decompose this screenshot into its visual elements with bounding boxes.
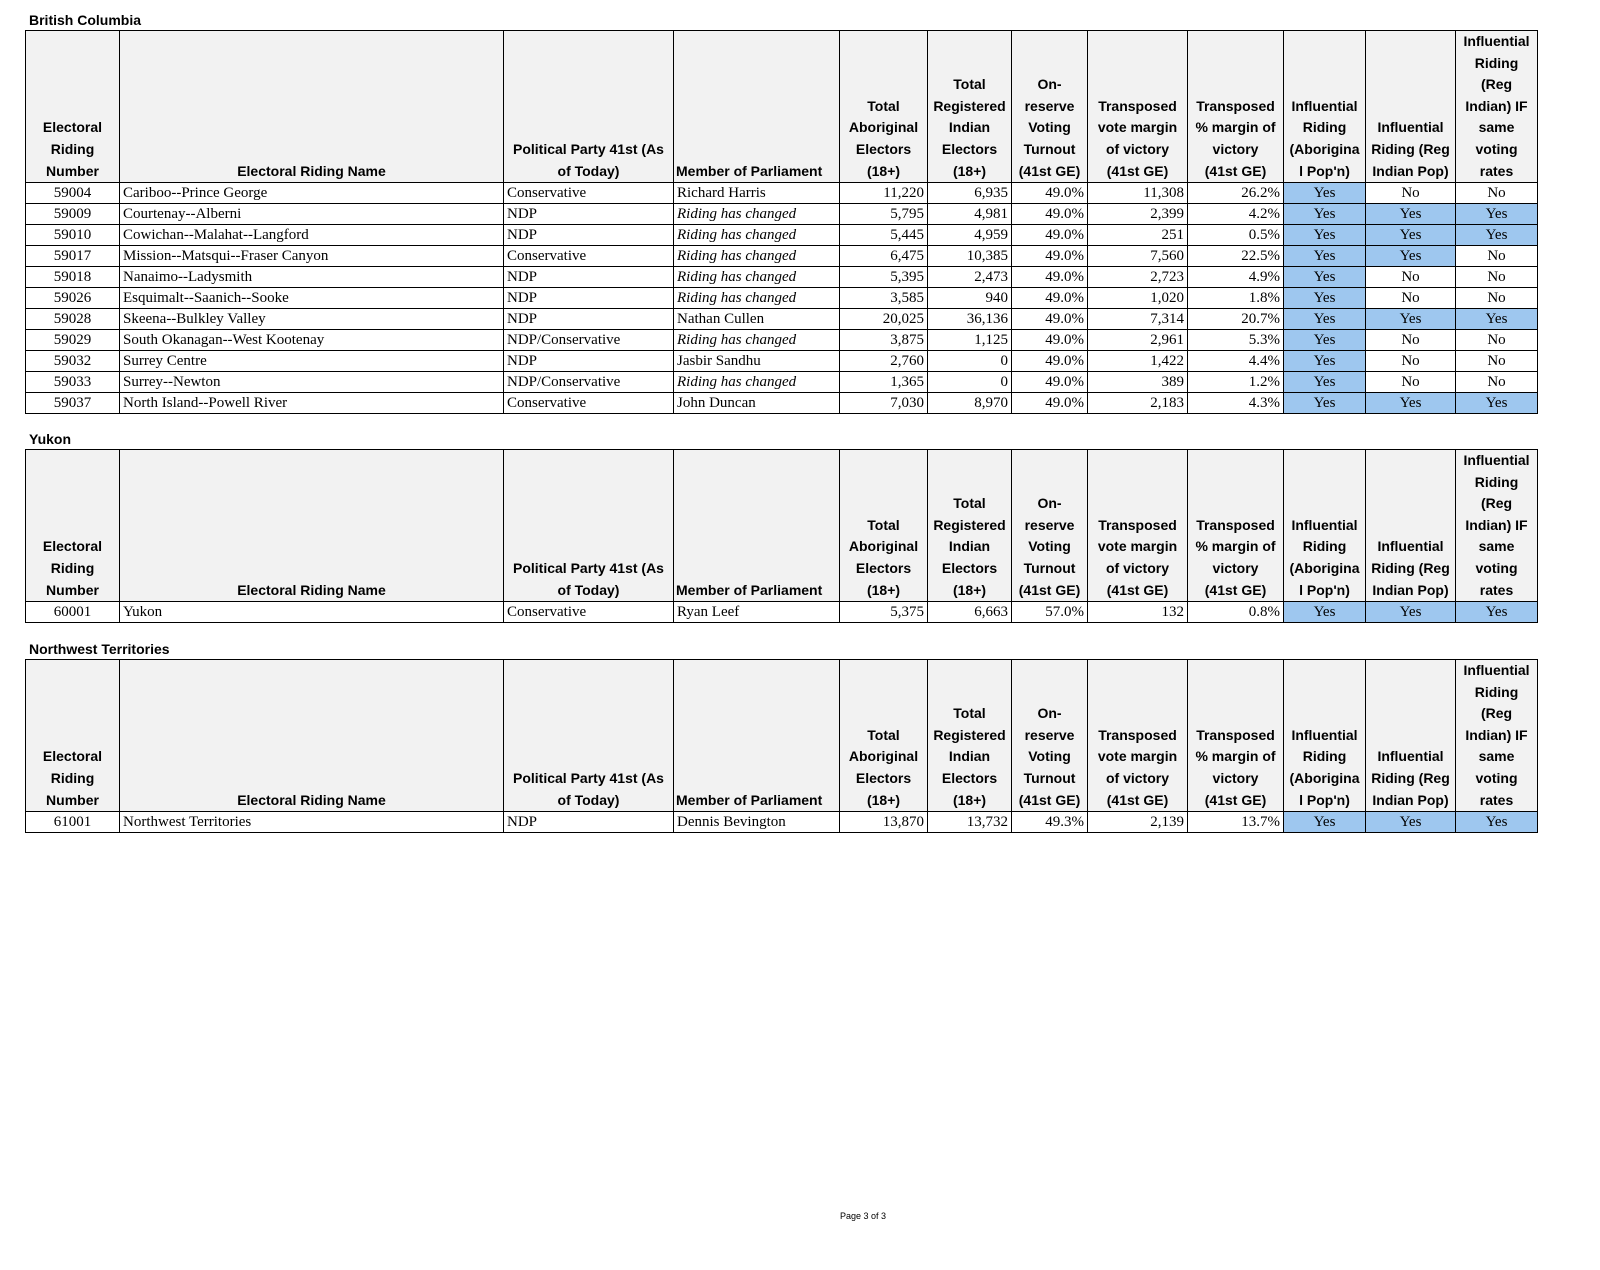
- header-row: [26, 660, 1538, 812]
- influential-if-same-rates-cell: Yes: [1456, 602, 1538, 623]
- party-cell: Conservative: [504, 393, 674, 414]
- col-influential-aboriginal-header: Influential Riding (Aborigina l Pop'n): [1284, 660, 1366, 812]
- table-row: [26, 183, 1538, 204]
- party-cell: NDP: [504, 225, 674, 246]
- influential-reg-indian-cell: Yes: [1366, 225, 1456, 246]
- table-row: [26, 351, 1538, 372]
- col-mp-header: Member of Parliament: [674, 660, 840, 812]
- table-row: [26, 602, 1538, 623]
- influential-reg-indian-cell: Yes: [1366, 393, 1456, 414]
- percent-margin-cell: 0.8%: [1188, 602, 1284, 623]
- influential-if-same-rates-cell: No: [1456, 246, 1538, 267]
- influential-if-same-rates-cell: Yes: [1456, 393, 1538, 414]
- vote-margin-cell: 7,560: [1088, 246, 1188, 267]
- vote-margin-cell: 2,183: [1088, 393, 1188, 414]
- voting-turnout-cell: 49.0%: [1012, 183, 1088, 204]
- influential-aboriginal-cell: Yes: [1284, 351, 1366, 372]
- percent-margin-cell: 4.9%: [1188, 267, 1284, 288]
- col-aboriginal-electors-header: Total Aboriginal Electors (18+): [840, 660, 928, 812]
- vote-margin-cell: 1,422: [1088, 351, 1188, 372]
- registered-indian-electors-cell: 4,959: [928, 225, 1012, 246]
- voting-turnout-cell: 49.0%: [1012, 225, 1088, 246]
- table-row: [26, 309, 1538, 330]
- party-cell: NDP: [504, 204, 674, 225]
- voting-turnout-cell: 57.0%: [1012, 602, 1088, 623]
- col-riding-number-header: Electoral Riding Number: [26, 31, 120, 183]
- party-cell: NDP/Conservative: [504, 330, 674, 351]
- member-of-parliament-cell: Riding has changed: [674, 267, 840, 288]
- member-of-parliament-cell: Riding has changed: [674, 204, 840, 225]
- influential-reg-indian-cell: Yes: [1366, 602, 1456, 623]
- influential-reg-indian-cell: Yes: [1366, 246, 1456, 267]
- member-of-parliament-cell: Nathan Cullen: [674, 309, 840, 330]
- party-cell: NDP/Conservative: [504, 372, 674, 393]
- riding-number-cell: 59026: [26, 288, 120, 309]
- registered-indian-electors-cell: 36,136: [928, 309, 1012, 330]
- aboriginal-electors-cell: 3,875: [840, 330, 928, 351]
- vote-margin-cell: 2,961: [1088, 330, 1188, 351]
- influential-aboriginal-cell: Yes: [1284, 602, 1366, 623]
- table-row: [26, 267, 1538, 288]
- voting-turnout-cell: 49.0%: [1012, 372, 1088, 393]
- registered-indian-electors-cell: 10,385: [928, 246, 1012, 267]
- influential-aboriginal-cell: Yes: [1284, 372, 1366, 393]
- aboriginal-electors-cell: 3,585: [840, 288, 928, 309]
- ridings-table: [25, 449, 1538, 623]
- riding-name-cell: Cowichan--Malahat--Langford: [120, 225, 504, 246]
- aboriginal-electors-cell: 5,395: [840, 267, 928, 288]
- aboriginal-electors-cell: 5,445: [840, 225, 928, 246]
- table-row: [26, 812, 1538, 833]
- influential-if-same-rates-cell: Yes: [1456, 309, 1538, 330]
- col-mp-header: Member of Parliament: [674, 450, 840, 602]
- percent-margin-cell: 1.8%: [1188, 288, 1284, 309]
- party-cell: NDP: [504, 351, 674, 372]
- riding-name-cell: Yukon: [120, 602, 504, 623]
- influential-aboriginal-cell: Yes: [1284, 393, 1366, 414]
- registered-indian-electors-cell: 6,935: [928, 183, 1012, 204]
- influential-if-same-rates-cell: No: [1456, 351, 1538, 372]
- col-aboriginal-electors-header: Total Aboriginal Electors (18+): [840, 31, 928, 183]
- riding-number-cell: 59032: [26, 351, 120, 372]
- col-riding-name-header: Electoral Riding Name: [120, 31, 504, 183]
- riding-number-cell: 59037: [26, 393, 120, 414]
- influential-aboriginal-cell: Yes: [1284, 267, 1366, 288]
- member-of-parliament-cell: Jasbir Sandhu: [674, 351, 840, 372]
- percent-margin-cell: 26.2%: [1188, 183, 1284, 204]
- percent-margin-cell: 20.7%: [1188, 309, 1284, 330]
- col-vote-margin-header: Transposed vote margin of victory (41st GE): [1088, 450, 1188, 602]
- voting-turnout-cell: 49.0%: [1012, 204, 1088, 225]
- influential-if-same-rates-cell: Yes: [1456, 225, 1538, 246]
- registered-indian-electors-cell: 8,970: [928, 393, 1012, 414]
- member-of-parliament-cell: Riding has changed: [674, 372, 840, 393]
- riding-name-cell: Esquimalt--Saanich--Sooke: [120, 288, 504, 309]
- aboriginal-electors-cell: 7,030: [840, 393, 928, 414]
- member-of-parliament-cell: Richard Harris: [674, 183, 840, 204]
- riding-number-cell: 59028: [26, 309, 120, 330]
- aboriginal-electors-cell: 5,795: [840, 204, 928, 225]
- col-aboriginal-electors-header: Total Aboriginal Electors (18+): [840, 450, 928, 602]
- col-influential-reg-indian-header: Influential Riding (Reg Indian Pop): [1366, 450, 1456, 602]
- vote-margin-cell: 2,139: [1088, 812, 1188, 833]
- influential-reg-indian-cell: No: [1366, 330, 1456, 351]
- col-vote-margin-header: Transposed vote margin of victory (41st GE): [1088, 31, 1188, 183]
- vote-margin-cell: 251: [1088, 225, 1188, 246]
- riding-name-cell: Mission--Matsqui--Fraser Canyon: [120, 246, 504, 267]
- percent-margin-cell: 5.3%: [1188, 330, 1284, 351]
- percent-margin-cell: 4.2%: [1188, 204, 1284, 225]
- influential-if-same-rates-cell: No: [1456, 330, 1538, 351]
- col-riding-number-header: Electoral Riding Number: [26, 660, 120, 812]
- riding-name-cell: South Okanagan--West Kootenay: [120, 330, 504, 351]
- table-row: [26, 246, 1538, 267]
- voting-turnout-cell: 49.0%: [1012, 309, 1088, 330]
- section-title: British Columbia: [29, 12, 142, 28]
- member-of-parliament-cell: Riding has changed: [674, 288, 840, 309]
- col-influential-aboriginal-header: Influential Riding (Aborigina l Pop'n): [1284, 31, 1366, 183]
- riding-name-cell: Cariboo--Prince George: [120, 183, 504, 204]
- vote-margin-cell: 7,314: [1088, 309, 1188, 330]
- col-registered-indian-header: Total Registered Indian Electors (18+): [928, 450, 1012, 602]
- table-row: [26, 330, 1538, 351]
- section-title: Northwest Territories: [29, 641, 170, 657]
- member-of-parliament-cell: Riding has changed: [674, 225, 840, 246]
- riding-name-cell: Northwest Territories: [120, 812, 504, 833]
- table-row: [26, 288, 1538, 309]
- party-cell: NDP: [504, 812, 674, 833]
- voting-turnout-cell: 49.0%: [1012, 330, 1088, 351]
- influential-reg-indian-cell: No: [1366, 288, 1456, 309]
- percent-margin-cell: 22.5%: [1188, 246, 1284, 267]
- section-title: Yukon: [29, 431, 72, 447]
- col-turnout-header: On- reserve Voting Turnout (41st GE): [1012, 450, 1088, 602]
- party-cell: Conservative: [504, 602, 674, 623]
- table-row: [26, 393, 1538, 414]
- col-turnout-header: On- reserve Voting Turnout (41st GE): [1012, 31, 1088, 183]
- col-party-header: Political Party 41st (As of Today): [504, 660, 674, 812]
- riding-name-cell: Nanaimo--Ladysmith: [120, 267, 504, 288]
- percent-margin-cell: 0.5%: [1188, 225, 1284, 246]
- influential-if-same-rates-cell: No: [1456, 267, 1538, 288]
- voting-turnout-cell: 49.0%: [1012, 351, 1088, 372]
- col-influential-reg-indian-header: Influential Riding (Reg Indian Pop): [1366, 31, 1456, 183]
- party-cell: Conservative: [504, 183, 674, 204]
- riding-name-cell: Surrey--Newton: [120, 372, 504, 393]
- riding-name-cell: North Island--Powell River: [120, 393, 504, 414]
- ridings-table: [25, 30, 1538, 414]
- registered-indian-electors-cell: 0: [928, 351, 1012, 372]
- col-influential-if-same-header: Influential Riding (Reg Indian) IF same voting rates: [1456, 660, 1538, 812]
- influential-if-same-rates-cell: Yes: [1456, 204, 1538, 225]
- aboriginal-electors-cell: 20,025: [840, 309, 928, 330]
- registered-indian-electors-cell: 1,125: [928, 330, 1012, 351]
- col-registered-indian-header: Total Registered Indian Electors (18+): [928, 660, 1012, 812]
- influential-aboriginal-cell: Yes: [1284, 330, 1366, 351]
- riding-number-cell: 59033: [26, 372, 120, 393]
- aboriginal-electors-cell: 6,475: [840, 246, 928, 267]
- vote-margin-cell: 2,723: [1088, 267, 1188, 288]
- member-of-parliament-cell: Riding has changed: [674, 330, 840, 351]
- registered-indian-electors-cell: 940: [928, 288, 1012, 309]
- col-party-header: Political Party 41st (As of Today): [504, 31, 674, 183]
- influential-if-same-rates-cell: No: [1456, 183, 1538, 204]
- riding-number-cell: 59009: [26, 204, 120, 225]
- aboriginal-electors-cell: 1,365: [840, 372, 928, 393]
- riding-name-cell: Skeena--Bulkley Valley: [120, 309, 504, 330]
- col-registered-indian-header: Total Registered Indian Electors (18+): [928, 31, 1012, 183]
- col-riding-number-header: Electoral Riding Number: [26, 450, 120, 602]
- voting-turnout-cell: 49.0%: [1012, 246, 1088, 267]
- col-influential-if-same-header: Influential Riding (Reg Indian) IF same voting rates: [1456, 450, 1538, 602]
- registered-indian-electors-cell: 4,981: [928, 204, 1012, 225]
- member-of-parliament-cell: Dennis Bevington: [674, 812, 840, 833]
- col-riding-name-header: Electoral Riding Name: [120, 660, 504, 812]
- col-influential-if-same-header: Influential Riding (Reg Indian) IF same voting rates: [1456, 31, 1538, 183]
- voting-turnout-cell: 49.0%: [1012, 393, 1088, 414]
- influential-aboriginal-cell: Yes: [1284, 204, 1366, 225]
- table-row: [26, 225, 1538, 246]
- table-row: [26, 204, 1538, 225]
- page-footer: Page 3 of 3: [839, 1211, 887, 1221]
- col-mp-header: Member of Parliament: [674, 31, 840, 183]
- col-pct-margin-header: Transposed % margin of victory (41st GE): [1188, 31, 1284, 183]
- influential-reg-indian-cell: No: [1366, 372, 1456, 393]
- aboriginal-electors-cell: 11,220: [840, 183, 928, 204]
- party-cell: NDP: [504, 288, 674, 309]
- percent-margin-cell: 1.2%: [1188, 372, 1284, 393]
- aboriginal-electors-cell: 13,870: [840, 812, 928, 833]
- registered-indian-electors-cell: 0: [928, 372, 1012, 393]
- riding-name-cell: Surrey Centre: [120, 351, 504, 372]
- col-influential-reg-indian-header: Influential Riding (Reg Indian Pop): [1366, 660, 1456, 812]
- vote-margin-cell: 1,020: [1088, 288, 1188, 309]
- riding-number-cell: 59010: [26, 225, 120, 246]
- voting-turnout-cell: 49.3%: [1012, 812, 1088, 833]
- col-pct-margin-header: Transposed % margin of victory (41st GE): [1188, 660, 1284, 812]
- voting-turnout-cell: 49.0%: [1012, 267, 1088, 288]
- riding-number-cell: 59004: [26, 183, 120, 204]
- aboriginal-electors-cell: 5,375: [840, 602, 928, 623]
- col-influential-aboriginal-header: Influential Riding (Aborigina l Pop'n): [1284, 450, 1366, 602]
- riding-number-cell: 60001: [26, 602, 120, 623]
- influential-if-same-rates-cell: No: [1456, 288, 1538, 309]
- member-of-parliament-cell: Riding has changed: [674, 246, 840, 267]
- influential-reg-indian-cell: No: [1366, 183, 1456, 204]
- influential-aboriginal-cell: Yes: [1284, 309, 1366, 330]
- percent-margin-cell: 4.3%: [1188, 393, 1284, 414]
- riding-number-cell: 59029: [26, 330, 120, 351]
- riding-name-cell: Courtenay--Alberni: [120, 204, 504, 225]
- vote-margin-cell: 132: [1088, 602, 1188, 623]
- influential-reg-indian-cell: Yes: [1366, 309, 1456, 330]
- ridings-table: [25, 659, 1538, 833]
- col-vote-margin-header: Transposed vote margin of victory (41st GE): [1088, 660, 1188, 812]
- percent-margin-cell: 13.7%: [1188, 812, 1284, 833]
- member-of-parliament-cell: John Duncan: [674, 393, 840, 414]
- percent-margin-cell: 4.4%: [1188, 351, 1284, 372]
- influential-aboriginal-cell: Yes: [1284, 288, 1366, 309]
- registered-indian-electors-cell: 13,732: [928, 812, 1012, 833]
- influential-aboriginal-cell: Yes: [1284, 225, 1366, 246]
- table-row: [26, 372, 1538, 393]
- influential-reg-indian-cell: No: [1366, 267, 1456, 288]
- party-cell: NDP: [504, 267, 674, 288]
- riding-number-cell: 59017: [26, 246, 120, 267]
- riding-number-cell: 59018: [26, 267, 120, 288]
- influential-reg-indian-cell: Yes: [1366, 204, 1456, 225]
- registered-indian-electors-cell: 6,663: [928, 602, 1012, 623]
- col-pct-margin-header: Transposed % margin of victory (41st GE): [1188, 450, 1284, 602]
- influential-aboriginal-cell: Yes: [1284, 812, 1366, 833]
- influential-aboriginal-cell: Yes: [1284, 246, 1366, 267]
- col-turnout-header: On- reserve Voting Turnout (41st GE): [1012, 660, 1088, 812]
- influential-aboriginal-cell: Yes: [1284, 183, 1366, 204]
- riding-number-cell: 61001: [26, 812, 120, 833]
- party-cell: Conservative: [504, 246, 674, 267]
- member-of-parliament-cell: Ryan Leef: [674, 602, 840, 623]
- vote-margin-cell: 11,308: [1088, 183, 1188, 204]
- voting-turnout-cell: 49.0%: [1012, 288, 1088, 309]
- header-row: [26, 450, 1538, 602]
- registered-indian-electors-cell: 2,473: [928, 267, 1012, 288]
- vote-margin-cell: 389: [1088, 372, 1188, 393]
- influential-if-same-rates-cell: Yes: [1456, 812, 1538, 833]
- party-cell: NDP: [504, 309, 674, 330]
- header-row: [26, 31, 1538, 183]
- influential-if-same-rates-cell: No: [1456, 372, 1538, 393]
- col-party-header: Political Party 41st (As of Today): [504, 450, 674, 602]
- vote-margin-cell: 2,399: [1088, 204, 1188, 225]
- influential-reg-indian-cell: No: [1366, 351, 1456, 372]
- influential-reg-indian-cell: Yes: [1366, 812, 1456, 833]
- aboriginal-electors-cell: 2,760: [840, 351, 928, 372]
- col-riding-name-header: Electoral Riding Name: [120, 450, 504, 602]
